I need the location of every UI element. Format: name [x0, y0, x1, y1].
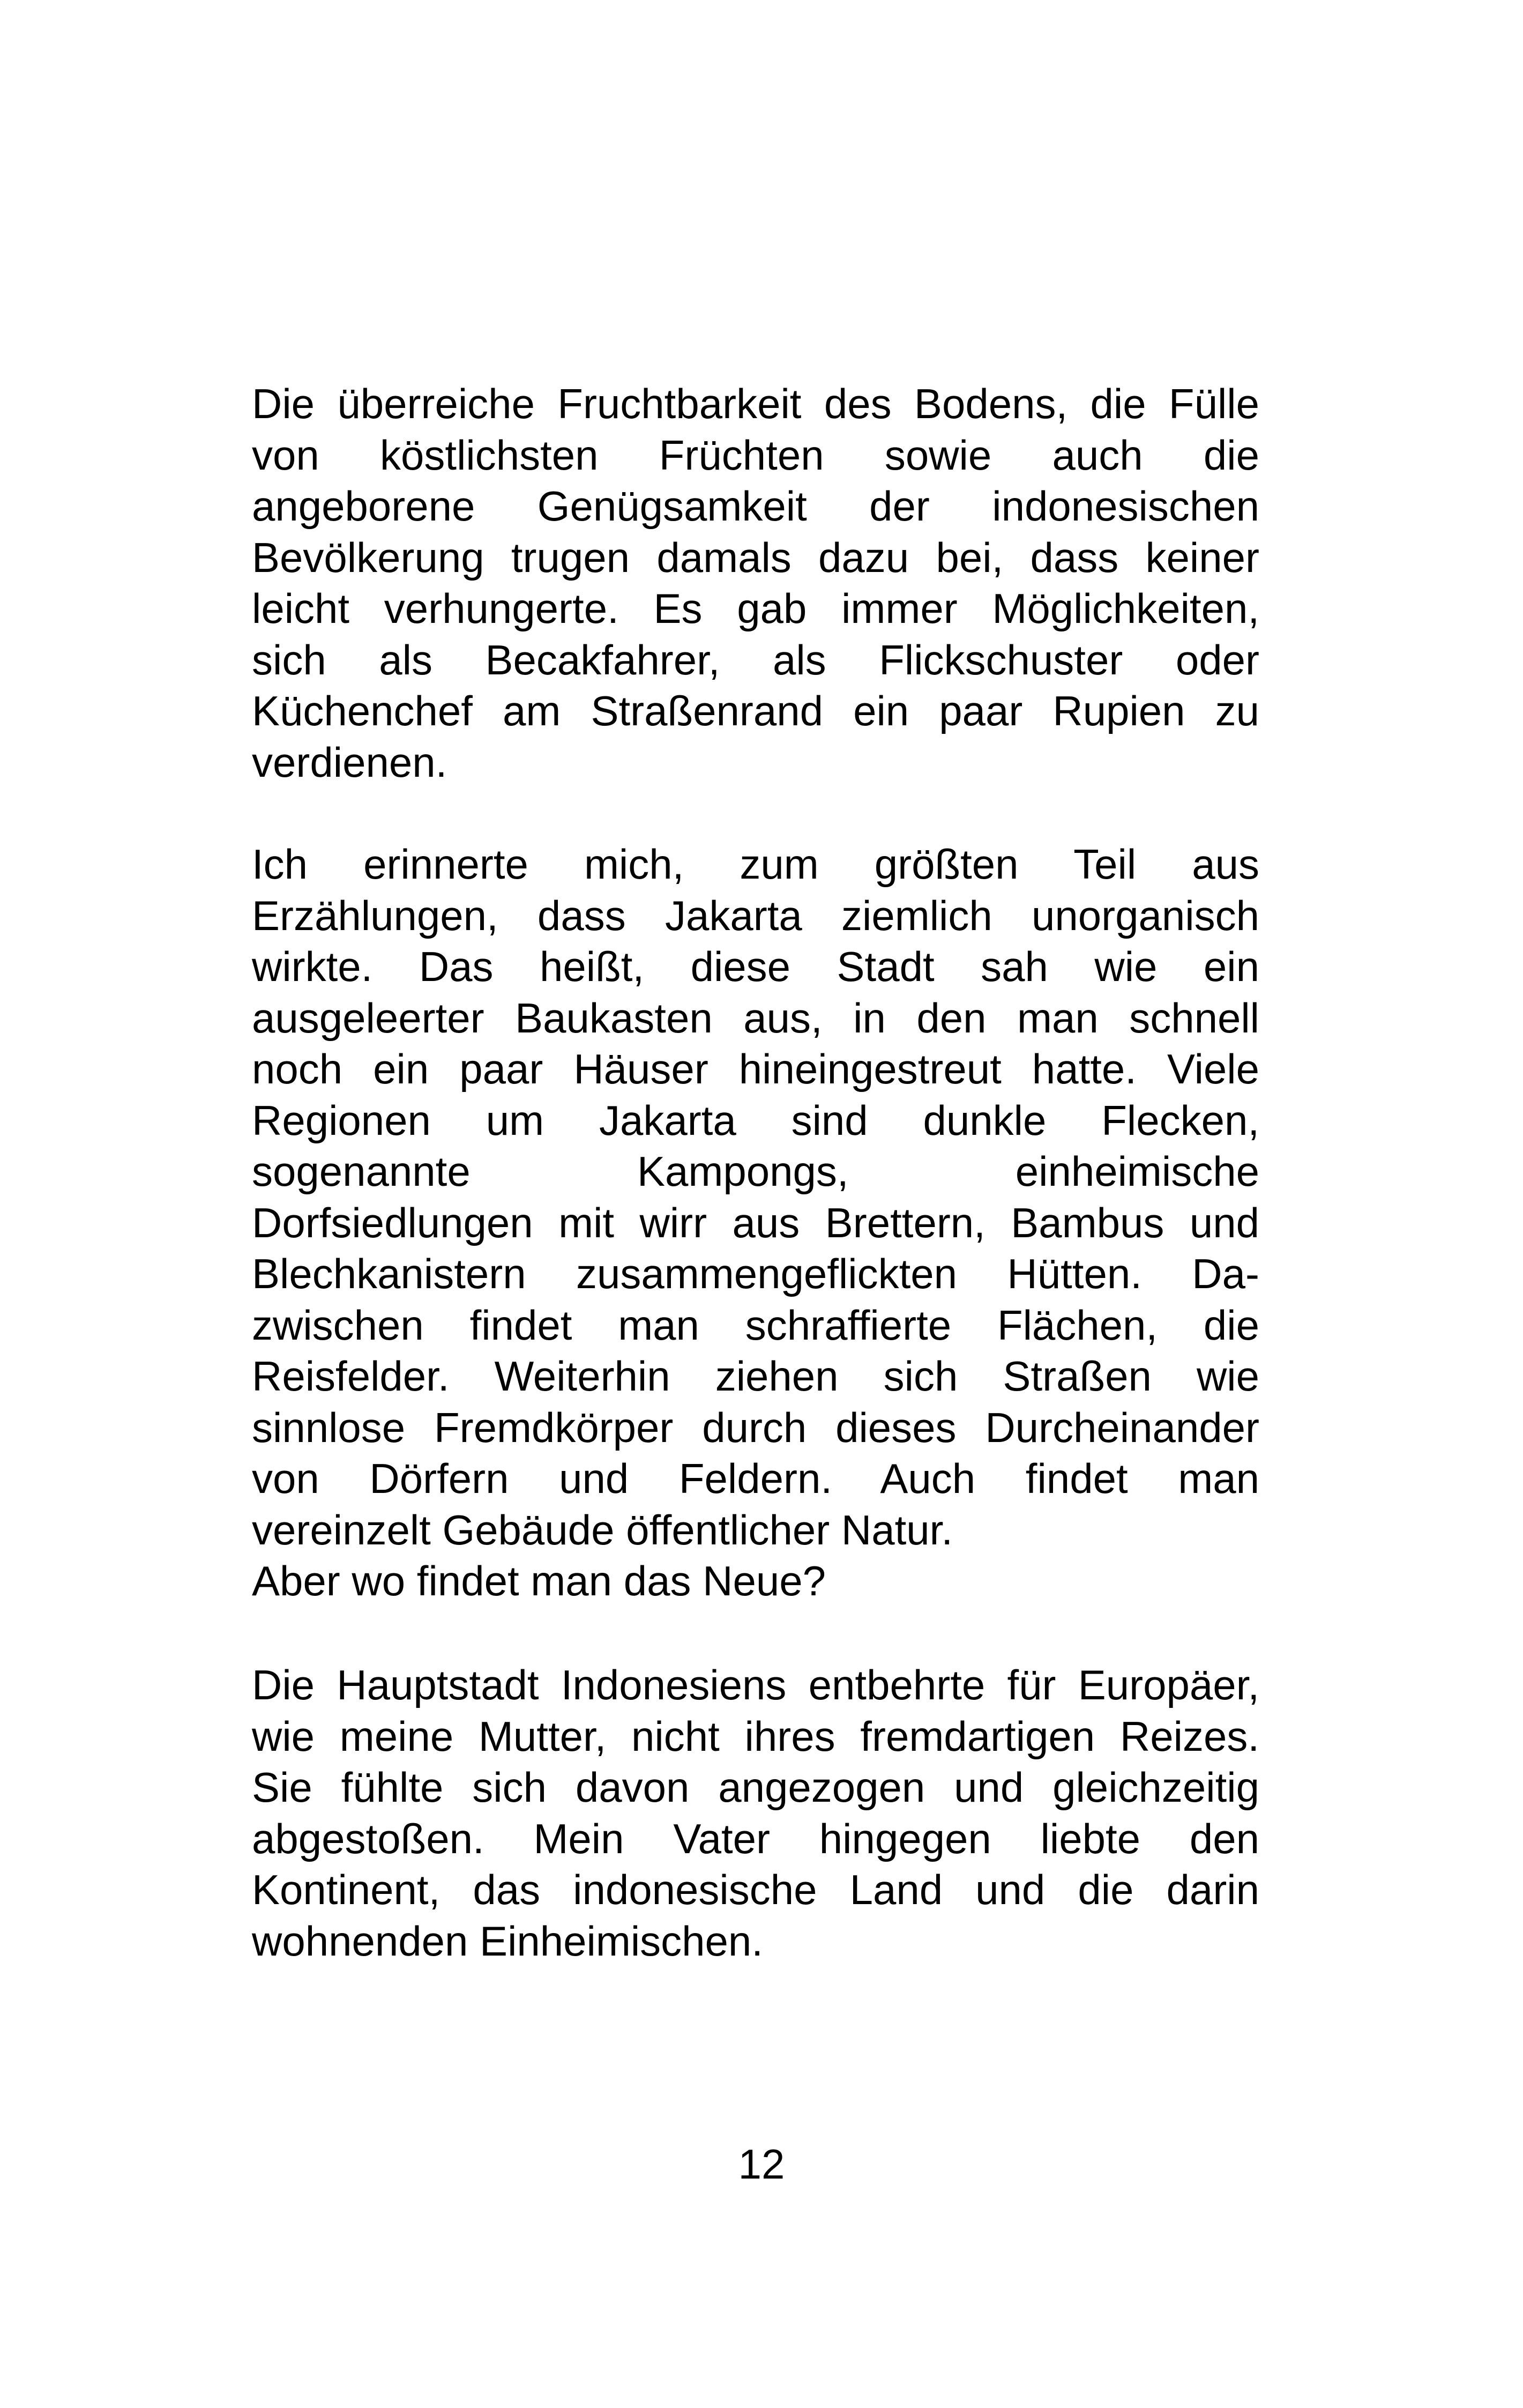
text-line: leicht verhungerte. Es gab immer Möglichkeiten,	[252, 585, 1259, 632]
text-line: Erzählungen, dass Jakarta ziemlich unorganisch	[252, 891, 1259, 939]
text-line: Die überreiche Fruchtbarkeit des Bodens, die Fülle	[252, 380, 1259, 427]
text-line: verdienen.	[252, 738, 447, 786]
text-line: Sie fühlte sich davon angezogen und gleichzeitig	[252, 1764, 1259, 1811]
paragraph-3	[252, 1660, 1259, 1967]
text-line: abgestoßen. Mein Vater hingegen liebte den	[252, 1815, 1259, 1862]
text-line: Regionen um Jakarta sind dunkle Flecken,	[252, 1096, 1259, 1144]
text-line: Dorfsiedlungen mit wirr aus Brettern, Bambus und	[252, 1199, 1259, 1246]
text-line: sogenannte Kampongs, einheimische	[252, 1148, 1259, 1195]
text-line: wohnenden Einheimischen.	[252, 1917, 763, 1965]
text-line: Die Hauptstadt Indonesiens entbehrte für Europäer,	[252, 1661, 1259, 1708]
text-line: wirkte. Das heißt, diese Stadt sah wie ein	[252, 943, 1259, 990]
text-line: sinnlose Fremdkörper durch dieses Durcheinander	[252, 1403, 1259, 1451]
text-line: Kontinent, das indonesische Land und die darin	[252, 1866, 1259, 1913]
text-line: Bevölkerung trugen damals dazu bei, dass keiner	[252, 533, 1259, 581]
text-line: zwischen findet man schraffierte Flächen, die	[252, 1301, 1259, 1349]
text-line: angeborene Genügsamkeit der indonesischen	[252, 482, 1259, 530]
text-line: sich als Becakfahrer, als Flickschuster oder	[252, 636, 1259, 683]
text-line: von köstlichsten Früchten sowie auch die	[252, 431, 1259, 479]
text-line: Aber wo findet man das Neue?	[252, 1557, 826, 1604]
text-line: Blechkanistern zusammengeflickten Hütten. Da-	[252, 1250, 1259, 1297]
text-line: vereinzelt Gebäude öffentlicher Natur.	[252, 1506, 953, 1554]
text-line: Reisfelder. Weiterhin ziehen sich Straßen wie	[252, 1352, 1259, 1400]
page-number: 12	[738, 2141, 785, 2188]
paragraph-1	[252, 378, 1259, 788]
text-line: noch ein paar Häuser hineingestreut hatte. Viele	[252, 1045, 1259, 1092]
text-line: Ich erinnerte mich, zum größten Teil aus	[252, 841, 1259, 888]
paragraph-2	[252, 839, 1259, 1607]
text-line: ausgeleerter Baukasten aus, in den man schnell	[252, 994, 1259, 1042]
text-line: wie meine Mutter, nicht ihres fremdartigen Reizes.	[252, 1712, 1259, 1760]
text-line: von Dörfern und Feldern. Auch findet man	[252, 1455, 1259, 1502]
text-line: Küchenchef am Straßenrand ein paar Rupien zu	[252, 687, 1259, 734]
